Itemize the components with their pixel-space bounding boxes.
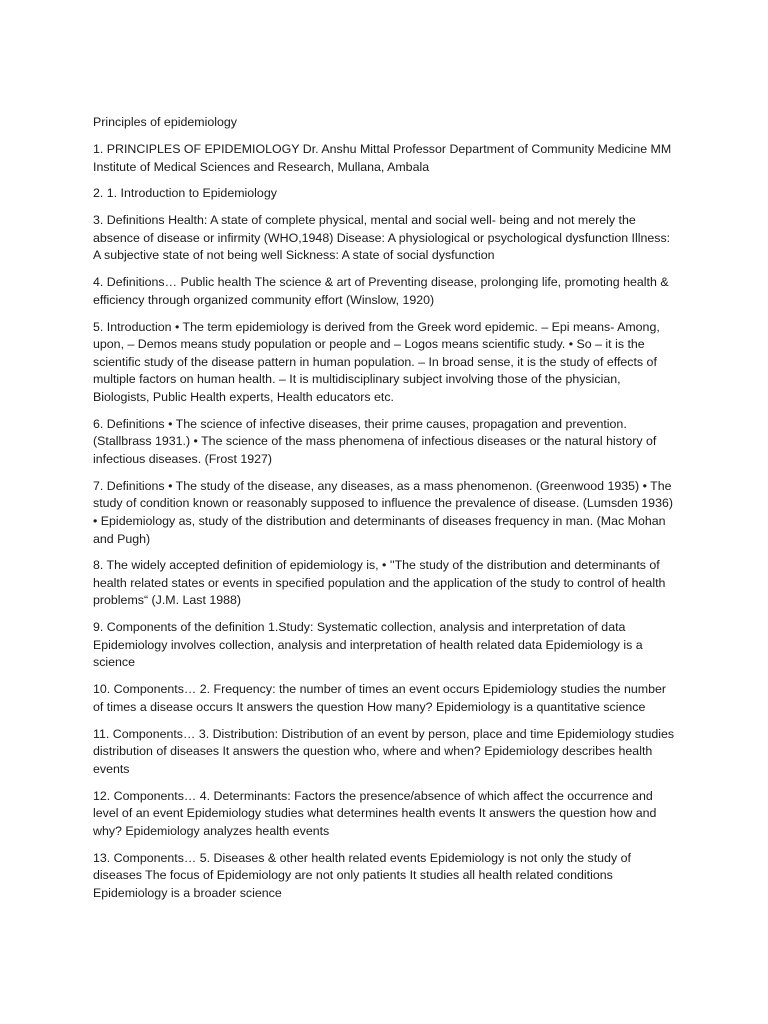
- paragraph-3: 3. Definitions Health: A state of complete physical, mental and social well- being and not merely the absence of disease or infirmity (WHO,1948) Disease: A physiological or psychological dysfunction Illness: A subjective state of not being well Sickness: A state of social dysfunction: [93, 213, 671, 263]
- paragraph-6: 6. Definitions • The science of infective diseases, their prime causes, propagation and prevention. (Stallbrass 1931.) • The science of the mass phenomena of infectious diseases or the natural history of infectious diseases. (Frost 1927): [93, 416, 657, 466]
- paragraph-11: 11. Components… 3. Distribution: Distribution of an event by person, place and time Epidemiology studies distribution of diseases It answers the question who, where and when? Epidemiology describes health events: [93, 726, 675, 776]
- paragraph-7: 7. Definitions • The study of the disease, any diseases, as a mass phenomenon. (Greenwood 1935) • The study of condition known or reasonably supposed to influence the prevalence of disease. (Lumsden 1936) • Epidemiology as, study of the distribution and determinants of diseases frequency in man. (Mac Mohan and Pugh): [93, 478, 673, 546]
- paragraph-2: 2. 1. Introduction to Epidemiology: [93, 186, 277, 201]
- paragraph-13: 13. Components… 5. Diseases & other health related events Epidemiology is not only the study of diseases The focus of Epidemiology are not only patients It studies all health related conditions Epidemiology is a broader science: [93, 850, 631, 900]
- document-title: Principles of epidemiology: [93, 115, 237, 129]
- paragraph-8: 8. The widely accepted definition of epidemiology is, • ''The study of the distribution and determinants of health related states or events in specified population and the application of the study to control of health problems“ (J.M. Last 1988): [93, 558, 666, 608]
- paragraph-12: 12. Components… 4. Determinants: Factors the presence/absence of which affect the occurrence and level of an event Epidemiology studies what determines health events It answers the question how and why? Epidemiology analyzes health events: [93, 788, 657, 838]
- paragraph-10: 10. Components… 2. Frequency: the number of times an event occurs Epidemiology studies the number of times a disease occurs It answers the question How many? Epidemiology is a quantitative science: [93, 682, 667, 714]
- paragraph-1: 1. PRINCIPLES OF EPIDEMIOLOGY Dr. Anshu Mittal Professor Department of Community Medicine MM Institute of Medical Sciences and Research, Mullana, Ambala: [93, 142, 672, 174]
- paragraph-4: 4. Definitions… Public health The science & art of Preventing disease, prolonging life, promoting health & efficiency through organized community effort (Winslow, 1920): [93, 275, 669, 307]
- document-page: [93, 114, 677, 912]
- paragraph-5: 5. Introduction • The term epidemiology is derived from the Greek word epidemic. – Epi means- Among, upon, – Demos means study population or people and – Logos means scientific study. • So – it is the scientific study of the disease pattern in human population. – In broad sense, it is the study of effects of multiple factors on human health. – It is multidisciplinary subject involving those of the physician, Biologists, Public Health experts, Health educators etc.: [93, 319, 660, 404]
- paragraph-9: 9. Components of the definition 1.Study: Systematic collection, analysis and interpretation of data Epidemiology involves collection, analysis and interpretation of health related data Epidemiology is a science: [93, 620, 643, 670]
